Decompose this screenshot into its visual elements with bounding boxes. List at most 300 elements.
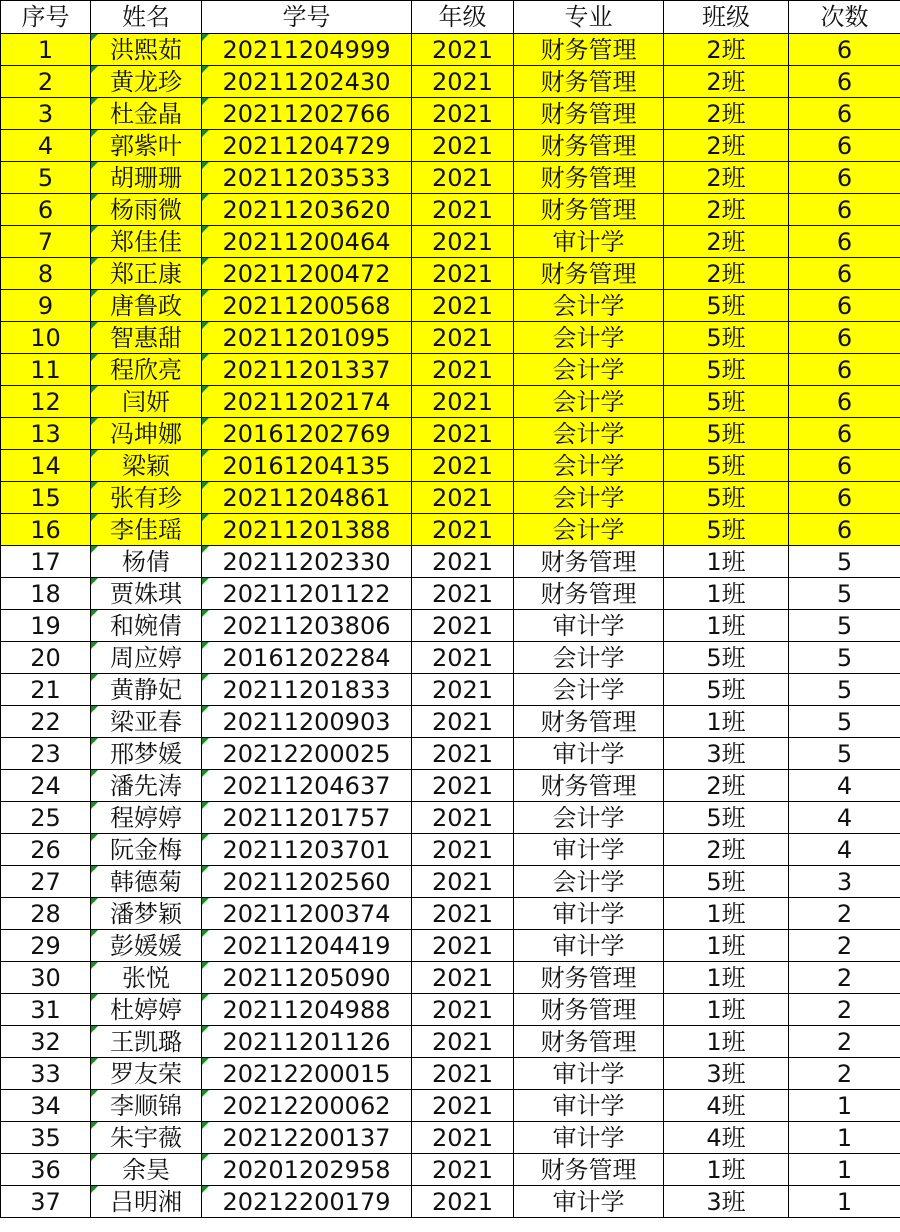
cell-class[interactable]: 5班 xyxy=(664,514,789,546)
cell-major[interactable]: 会计学 xyxy=(514,482,664,514)
cell-count[interactable]: 4 xyxy=(789,834,900,866)
cell-index[interactable]: 25 xyxy=(1,802,91,834)
cell-class[interactable]: 2班 xyxy=(664,162,789,194)
cell-major[interactable]: 会计学 xyxy=(514,386,664,418)
cell-major[interactable]: 审计学 xyxy=(514,1122,664,1154)
cell-major[interactable]: 财务管理 xyxy=(514,546,664,578)
cell-name[interactable]: 闫妍 xyxy=(91,386,202,418)
cell-grade[interactable]: 2021 xyxy=(412,226,514,258)
cell-name[interactable]: 智惠甜 xyxy=(91,322,202,354)
table-row xyxy=(1,450,900,482)
cell-count[interactable]: 6 xyxy=(789,290,900,322)
cell-student-id[interactable]: 20212200062 xyxy=(202,1090,412,1122)
cell-index[interactable]: 22 xyxy=(1,706,91,738)
cell-major[interactable]: 会计学 xyxy=(514,450,664,482)
cell-student-id[interactable]: 20211201122 xyxy=(202,578,412,610)
cell-grade[interactable]: 2021 xyxy=(412,34,514,66)
cell-student-id[interactable]: 20211205090 xyxy=(202,962,412,994)
cell-student-id[interactable]: 20211200464 xyxy=(202,226,412,258)
cell-major[interactable]: 会计学 xyxy=(514,354,664,386)
cell-grade[interactable]: 2021 xyxy=(412,514,514,546)
cell-count[interactable]: 1 xyxy=(789,1154,900,1186)
cell-grade[interactable]: 2021 xyxy=(412,482,514,514)
table-row xyxy=(1,770,900,802)
cell-major[interactable]: 审计学 xyxy=(514,1058,664,1090)
table-row xyxy=(1,866,900,898)
cell-grade[interactable]: 2021 xyxy=(412,546,514,578)
cell-major[interactable]: 财务管理 xyxy=(514,962,664,994)
cell-name[interactable]: 贾姝琪 xyxy=(91,578,202,610)
cell-major[interactable]: 会计学 xyxy=(514,642,664,674)
cell-index[interactable]: 12 xyxy=(1,386,91,418)
cell-class[interactable]: 2班 xyxy=(664,258,789,290)
cell-student-id[interactable]: 20211202174 xyxy=(202,386,412,418)
cell-grade[interactable]: 2021 xyxy=(412,834,514,866)
cell-count[interactable]: 1 xyxy=(789,1122,900,1154)
header-student-id[interactable]: 学号 xyxy=(202,1,412,34)
cell-major[interactable]: 会计学 xyxy=(514,674,664,706)
cell-count[interactable]: 3 xyxy=(789,866,900,898)
cell-count[interactable]: 6 xyxy=(789,226,900,258)
table-row xyxy=(1,66,900,98)
cell-count[interactable]: 1 xyxy=(789,1186,900,1218)
table-row xyxy=(1,98,900,130)
cell-class[interactable]: 1班 xyxy=(664,546,789,578)
cell-grade[interactable]: 2021 xyxy=(412,578,514,610)
cell-student-id[interactable]: 20212200025 xyxy=(202,738,412,770)
table-row xyxy=(1,674,900,706)
cell-class[interactable]: 5班 xyxy=(664,482,789,514)
cell-class[interactable]: 5班 xyxy=(664,418,789,450)
cell-count[interactable]: 2 xyxy=(789,930,900,962)
cell-count[interactable]: 6 xyxy=(789,34,900,66)
table-row xyxy=(1,130,900,162)
cell-count[interactable]: 1 xyxy=(789,1090,900,1122)
cell-grade[interactable]: 2021 xyxy=(412,866,514,898)
cell-student-id[interactable]: 20211204861 xyxy=(202,482,412,514)
cell-major[interactable]: 财务管理 xyxy=(514,34,664,66)
cell-class[interactable]: 1班 xyxy=(664,994,789,1026)
cell-grade[interactable]: 2021 xyxy=(412,1186,514,1218)
cell-name[interactable]: 李佳瑶 xyxy=(91,514,202,546)
table-row xyxy=(1,802,900,834)
cell-class[interactable]: 1班 xyxy=(664,930,789,962)
header-row xyxy=(1,1,900,34)
cell-name[interactable]: 程欣亮 xyxy=(91,354,202,386)
cell-index[interactable]: 7 xyxy=(1,226,91,258)
cell-index[interactable]: 15 xyxy=(1,482,91,514)
cell-grade[interactable]: 2021 xyxy=(412,1026,514,1058)
cell-count[interactable]: 6 xyxy=(789,258,900,290)
table-row xyxy=(1,322,900,354)
cell-grade[interactable]: 2021 xyxy=(412,1154,514,1186)
cell-grade[interactable]: 2021 xyxy=(412,674,514,706)
cell-index[interactable]: 9 xyxy=(1,290,91,322)
cell-name[interactable]: 吕明湘 xyxy=(91,1186,202,1218)
cell-count[interactable]: 6 xyxy=(789,418,900,450)
cell-count[interactable]: 6 xyxy=(789,482,900,514)
cell-count[interactable]: 5 xyxy=(789,738,900,770)
cell-index[interactable]: 21 xyxy=(1,674,91,706)
cell-count[interactable]: 2 xyxy=(789,898,900,930)
cell-student-id[interactable]: 20211201095 xyxy=(202,322,412,354)
cell-student-id[interactable]: 20211204419 xyxy=(202,930,412,962)
table-row xyxy=(1,834,900,866)
cell-name[interactable]: 郑佳佳 xyxy=(91,226,202,258)
cell-major[interactable]: 审计学 xyxy=(514,834,664,866)
cell-count[interactable]: 5 xyxy=(789,642,900,674)
cell-name[interactable]: 周应婷 xyxy=(91,642,202,674)
cell-count[interactable]: 2 xyxy=(789,962,900,994)
cell-major[interactable]: 财务管理 xyxy=(514,130,664,162)
table-row xyxy=(1,514,900,546)
cell-index[interactable]: 32 xyxy=(1,1026,91,1058)
cell-name[interactable]: 邢梦媛 xyxy=(91,738,202,770)
cell-index[interactable]: 6 xyxy=(1,194,91,226)
header-major[interactable]: 专业 xyxy=(514,1,664,34)
cell-class[interactable]: 5班 xyxy=(664,450,789,482)
cell-grade[interactable]: 2021 xyxy=(412,258,514,290)
cell-index[interactable]: 16 xyxy=(1,514,91,546)
cell-class[interactable]: 5班 xyxy=(664,866,789,898)
cell-student-id[interactable]: 20211203701 xyxy=(202,834,412,866)
cell-major[interactable]: 审计学 xyxy=(514,610,664,642)
cell-grade[interactable]: 2021 xyxy=(412,450,514,482)
cell-index[interactable]: 17 xyxy=(1,546,91,578)
cell-grade[interactable]: 2021 xyxy=(412,930,514,962)
cell-index[interactable]: 1 xyxy=(1,34,91,66)
cell-name[interactable]: 杨雨微 xyxy=(91,194,202,226)
cell-class[interactable]: 1班 xyxy=(664,898,789,930)
cell-student-id[interactable]: 20211202430 xyxy=(202,66,412,98)
cell-grade[interactable]: 2021 xyxy=(412,418,514,450)
cell-student-id[interactable]: 20211203533 xyxy=(202,162,412,194)
cell-name[interactable]: 和婉倩 xyxy=(91,610,202,642)
cell-name[interactable]: 阮金梅 xyxy=(91,834,202,866)
cell-class[interactable]: 5班 xyxy=(664,642,789,674)
cell-count[interactable]: 6 xyxy=(789,322,900,354)
cell-student-id[interactable]: 20211200472 xyxy=(202,258,412,290)
header-count[interactable]: 次数 xyxy=(789,1,900,34)
cell-index[interactable]: 35 xyxy=(1,1122,91,1154)
cell-student-id[interactable]: 20211204999 xyxy=(202,34,412,66)
table-row xyxy=(1,994,900,1026)
cell-student-id[interactable]: 20211202330 xyxy=(202,546,412,578)
cell-major[interactable]: 审计学 xyxy=(514,1090,664,1122)
cell-major[interactable]: 财务管理 xyxy=(514,770,664,802)
cell-count[interactable]: 5 xyxy=(789,578,900,610)
table-row xyxy=(1,258,900,290)
table-row xyxy=(1,482,900,514)
cell-major[interactable]: 审计学 xyxy=(514,226,664,258)
cell-student-id[interactable]: 20211201126 xyxy=(202,1026,412,1058)
cell-index[interactable]: 14 xyxy=(1,450,91,482)
cell-count[interactable]: 5 xyxy=(789,706,900,738)
cell-class[interactable]: 2班 xyxy=(664,66,789,98)
cell-student-id[interactable]: 20212200015 xyxy=(202,1058,412,1090)
cell-class[interactable]: 1班 xyxy=(664,962,789,994)
cell-major[interactable]: 审计学 xyxy=(514,738,664,770)
cell-grade[interactable]: 2021 xyxy=(412,354,514,386)
cell-index[interactable]: 11 xyxy=(1,354,91,386)
cell-class[interactable]: 2班 xyxy=(664,226,789,258)
cell-student-id[interactable]: 20161202284 xyxy=(202,642,412,674)
cell-class[interactable]: 1班 xyxy=(664,1026,789,1058)
cell-name[interactable]: 胡珊珊 xyxy=(91,162,202,194)
cell-major[interactable]: 财务管理 xyxy=(514,194,664,226)
cell-name[interactable]: 王凯璐 xyxy=(91,1026,202,1058)
cell-name[interactable]: 张悦 xyxy=(91,962,202,994)
cell-name[interactable]: 李顺锦 xyxy=(91,1090,202,1122)
cell-major[interactable]: 会计学 xyxy=(514,514,664,546)
table-row xyxy=(1,930,900,962)
cell-index[interactable]: 27 xyxy=(1,866,91,898)
cell-index[interactable]: 29 xyxy=(1,930,91,962)
cell-count[interactable]: 6 xyxy=(789,386,900,418)
cell-name[interactable]: 郭紫叶 xyxy=(91,130,202,162)
cell-name[interactable]: 程婷婷 xyxy=(91,802,202,834)
cell-class[interactable]: 5班 xyxy=(664,354,789,386)
cell-class[interactable]: 2班 xyxy=(664,770,789,802)
cell-class[interactable]: 1班 xyxy=(664,1154,789,1186)
cell-student-id[interactable]: 20211201388 xyxy=(202,514,412,546)
cell-count[interactable]: 5 xyxy=(789,546,900,578)
cell-student-id[interactable]: 20161204135 xyxy=(202,450,412,482)
cell-index[interactable]: 19 xyxy=(1,610,91,642)
cell-name[interactable]: 彭媛媛 xyxy=(91,930,202,962)
table-body xyxy=(1,34,900,1218)
cell-student-id[interactable]: 20212200179 xyxy=(202,1186,412,1218)
cell-class[interactable]: 5班 xyxy=(664,322,789,354)
cell-class[interactable]: 3班 xyxy=(664,1058,789,1090)
cell-name[interactable]: 杨倩 xyxy=(91,546,202,578)
cell-count[interactable]: 6 xyxy=(789,130,900,162)
cell-grade[interactable]: 2021 xyxy=(412,738,514,770)
cell-major[interactable]: 财务管理 xyxy=(514,66,664,98)
cell-count[interactable]: 5 xyxy=(789,674,900,706)
header-index[interactable]: 序号 xyxy=(1,1,91,34)
cell-index[interactable]: 18 xyxy=(1,578,91,610)
cell-major[interactable]: 会计学 xyxy=(514,322,664,354)
cell-major[interactable]: 财务管理 xyxy=(514,258,664,290)
header-class[interactable]: 班级 xyxy=(664,1,789,34)
cell-index[interactable]: 4 xyxy=(1,130,91,162)
cell-name[interactable]: 杜金晶 xyxy=(91,98,202,130)
cell-count[interactable]: 2 xyxy=(789,994,900,1026)
cell-index[interactable]: 3 xyxy=(1,98,91,130)
cell-index[interactable]: 8 xyxy=(1,258,91,290)
cell-student-id[interactable]: 20211204729 xyxy=(202,130,412,162)
cell-name[interactable]: 朱宇薇 xyxy=(91,1122,202,1154)
cell-student-id[interactable]: 20211204637 xyxy=(202,770,412,802)
table-row xyxy=(1,194,900,226)
cell-grade[interactable]: 2021 xyxy=(412,1122,514,1154)
cell-major[interactable]: 财务管理 xyxy=(514,98,664,130)
cell-major[interactable]: 财务管理 xyxy=(514,578,664,610)
header-grade[interactable]: 年级 xyxy=(412,1,514,34)
cell-index[interactable]: 23 xyxy=(1,738,91,770)
cell-count[interactable]: 6 xyxy=(789,514,900,546)
cell-student-id[interactable]: 20211201757 xyxy=(202,802,412,834)
cell-grade[interactable]: 2021 xyxy=(412,322,514,354)
table-row xyxy=(1,1090,900,1122)
cell-name[interactable]: 梁颖 xyxy=(91,450,202,482)
cell-count[interactable]: 6 xyxy=(789,450,900,482)
cell-count[interactable]: 6 xyxy=(789,162,900,194)
cell-student-id[interactable]: 20211204988 xyxy=(202,994,412,1026)
cell-grade[interactable]: 2021 xyxy=(412,770,514,802)
cell-index[interactable]: 36 xyxy=(1,1154,91,1186)
cell-name[interactable]: 梁亚春 xyxy=(91,706,202,738)
cell-grade[interactable]: 2021 xyxy=(412,610,514,642)
cell-class[interactable]: 2班 xyxy=(664,34,789,66)
cell-name[interactable]: 冯坤娜 xyxy=(91,418,202,450)
cell-grade[interactable]: 2021 xyxy=(412,386,514,418)
cell-index[interactable]: 30 xyxy=(1,962,91,994)
cell-grade[interactable]: 2021 xyxy=(412,898,514,930)
cell-class[interactable]: 2班 xyxy=(664,194,789,226)
cell-count[interactable]: 6 xyxy=(789,98,900,130)
cell-count[interactable]: 5 xyxy=(789,610,900,642)
cell-class[interactable]: 5班 xyxy=(664,386,789,418)
cell-index[interactable]: 33 xyxy=(1,1058,91,1090)
cell-name[interactable]: 潘梦颖 xyxy=(91,898,202,930)
cell-major[interactable]: 财务管理 xyxy=(514,994,664,1026)
cell-student-id[interactable]: 20211201833 xyxy=(202,674,412,706)
table-row xyxy=(1,418,900,450)
cell-name[interactable]: 韩德菊 xyxy=(91,866,202,898)
cell-index[interactable]: 10 xyxy=(1,322,91,354)
cell-grade[interactable]: 2021 xyxy=(412,962,514,994)
cell-major[interactable]: 财务管理 xyxy=(514,1026,664,1058)
cell-name[interactable]: 张有珍 xyxy=(91,482,202,514)
cell-index[interactable]: 5 xyxy=(1,162,91,194)
cell-class[interactable]: 5班 xyxy=(664,802,789,834)
cell-index[interactable]: 24 xyxy=(1,770,91,802)
cell-index[interactable]: 13 xyxy=(1,418,91,450)
cell-grade[interactable]: 2021 xyxy=(412,290,514,322)
table-row xyxy=(1,1058,900,1090)
cell-class[interactable]: 3班 xyxy=(664,738,789,770)
cell-grade[interactable]: 2021 xyxy=(412,98,514,130)
cell-class[interactable]: 5班 xyxy=(664,674,789,706)
table-row xyxy=(1,962,900,994)
cell-major[interactable]: 会计学 xyxy=(514,418,664,450)
cell-major[interactable]: 审计学 xyxy=(514,930,664,962)
table-row xyxy=(1,706,900,738)
table-row xyxy=(1,162,900,194)
cell-count[interactable]: 2 xyxy=(789,1058,900,1090)
cell-name[interactable]: 唐鲁政 xyxy=(91,290,202,322)
cell-student-id[interactable]: 20211200903 xyxy=(202,706,412,738)
cell-class[interactable]: 5班 xyxy=(664,290,789,322)
cell-grade[interactable]: 2021 xyxy=(412,1058,514,1090)
cell-grade[interactable]: 2021 xyxy=(412,802,514,834)
cell-count[interactable]: 6 xyxy=(789,354,900,386)
cell-count[interactable]: 2 xyxy=(789,1026,900,1058)
cell-name[interactable]: 余昊 xyxy=(91,1154,202,1186)
cell-class[interactable]: 2班 xyxy=(664,834,789,866)
cell-major[interactable]: 会计学 xyxy=(514,802,664,834)
cell-student-id[interactable]: 20211203806 xyxy=(202,610,412,642)
cell-index[interactable]: 2 xyxy=(1,66,91,98)
table-row xyxy=(1,546,900,578)
table-row xyxy=(1,386,900,418)
cell-major[interactable]: 财务管理 xyxy=(514,162,664,194)
cell-student-id[interactable]: 20201202958 xyxy=(202,1154,412,1186)
cell-name[interactable]: 罗友荣 xyxy=(91,1058,202,1090)
table-row xyxy=(1,290,900,322)
cell-grade[interactable]: 2021 xyxy=(412,706,514,738)
cell-major[interactable]: 会计学 xyxy=(514,866,664,898)
cell-class[interactable]: 2班 xyxy=(664,130,789,162)
table-row xyxy=(1,34,900,66)
cell-count[interactable]: 6 xyxy=(789,66,900,98)
cell-index[interactable]: 37 xyxy=(1,1186,91,1218)
cell-index[interactable]: 31 xyxy=(1,994,91,1026)
cell-student-id[interactable]: 20211200374 xyxy=(202,898,412,930)
cell-index[interactable]: 34 xyxy=(1,1090,91,1122)
cell-grade[interactable]: 2021 xyxy=(412,130,514,162)
table-row xyxy=(1,642,900,674)
cell-major[interactable]: 审计学 xyxy=(514,898,664,930)
cell-student-id[interactable]: 20161202769 xyxy=(202,418,412,450)
cell-major[interactable]: 财务管理 xyxy=(514,1154,664,1186)
cell-grade[interactable]: 2021 xyxy=(412,1090,514,1122)
cell-grade[interactable]: 2021 xyxy=(412,162,514,194)
cell-name[interactable]: 黄静妃 xyxy=(91,674,202,706)
cell-count[interactable]: 6 xyxy=(789,194,900,226)
cell-major[interactable]: 会计学 xyxy=(514,290,664,322)
cell-name[interactable]: 潘先涛 xyxy=(91,770,202,802)
cell-student-id[interactable]: 20212200137 xyxy=(202,1122,412,1154)
cell-grade[interactable]: 2021 xyxy=(412,194,514,226)
cell-student-id[interactable]: 20211202560 xyxy=(202,866,412,898)
cell-name[interactable]: 洪熙茹 xyxy=(91,34,202,66)
cell-index[interactable]: 20 xyxy=(1,642,91,674)
cell-class[interactable]: 2班 xyxy=(664,98,789,130)
cell-grade[interactable]: 2021 xyxy=(412,66,514,98)
table-row xyxy=(1,1154,900,1186)
cell-class[interactable]: 1班 xyxy=(664,610,789,642)
cell-index[interactable]: 26 xyxy=(1,834,91,866)
cell-grade[interactable]: 2021 xyxy=(412,642,514,674)
cell-major[interactable]: 财务管理 xyxy=(514,706,664,738)
cell-student-id[interactable]: 20211202766 xyxy=(202,98,412,130)
cell-class[interactable]: 4班 xyxy=(664,1122,789,1154)
cell-index[interactable]: 28 xyxy=(1,898,91,930)
table-row xyxy=(1,610,900,642)
cell-class[interactable]: 1班 xyxy=(664,578,789,610)
cell-student-id[interactable]: 20211203620 xyxy=(202,194,412,226)
cell-name[interactable]: 黄龙珍 xyxy=(91,66,202,98)
cell-class[interactable]: 4班 xyxy=(664,1090,789,1122)
cell-major[interactable]: 审计学 xyxy=(514,1186,664,1218)
cell-count[interactable]: 4 xyxy=(789,802,900,834)
table-row xyxy=(1,738,900,770)
cell-class[interactable]: 3班 xyxy=(664,1186,789,1218)
table-row xyxy=(1,1186,900,1218)
cell-student-id[interactable]: 20211201337 xyxy=(202,354,412,386)
cell-student-id[interactable]: 20211200568 xyxy=(202,290,412,322)
cell-class[interactable]: 1班 xyxy=(664,706,789,738)
cell-name[interactable]: 郑正康 xyxy=(91,258,202,290)
table-row xyxy=(1,898,900,930)
header-name[interactable]: 姓名 xyxy=(91,1,202,34)
cell-count[interactable]: 4 xyxy=(789,770,900,802)
cell-name[interactable]: 杜婷婷 xyxy=(91,994,202,1026)
cell-grade[interactable]: 2021 xyxy=(412,994,514,1026)
